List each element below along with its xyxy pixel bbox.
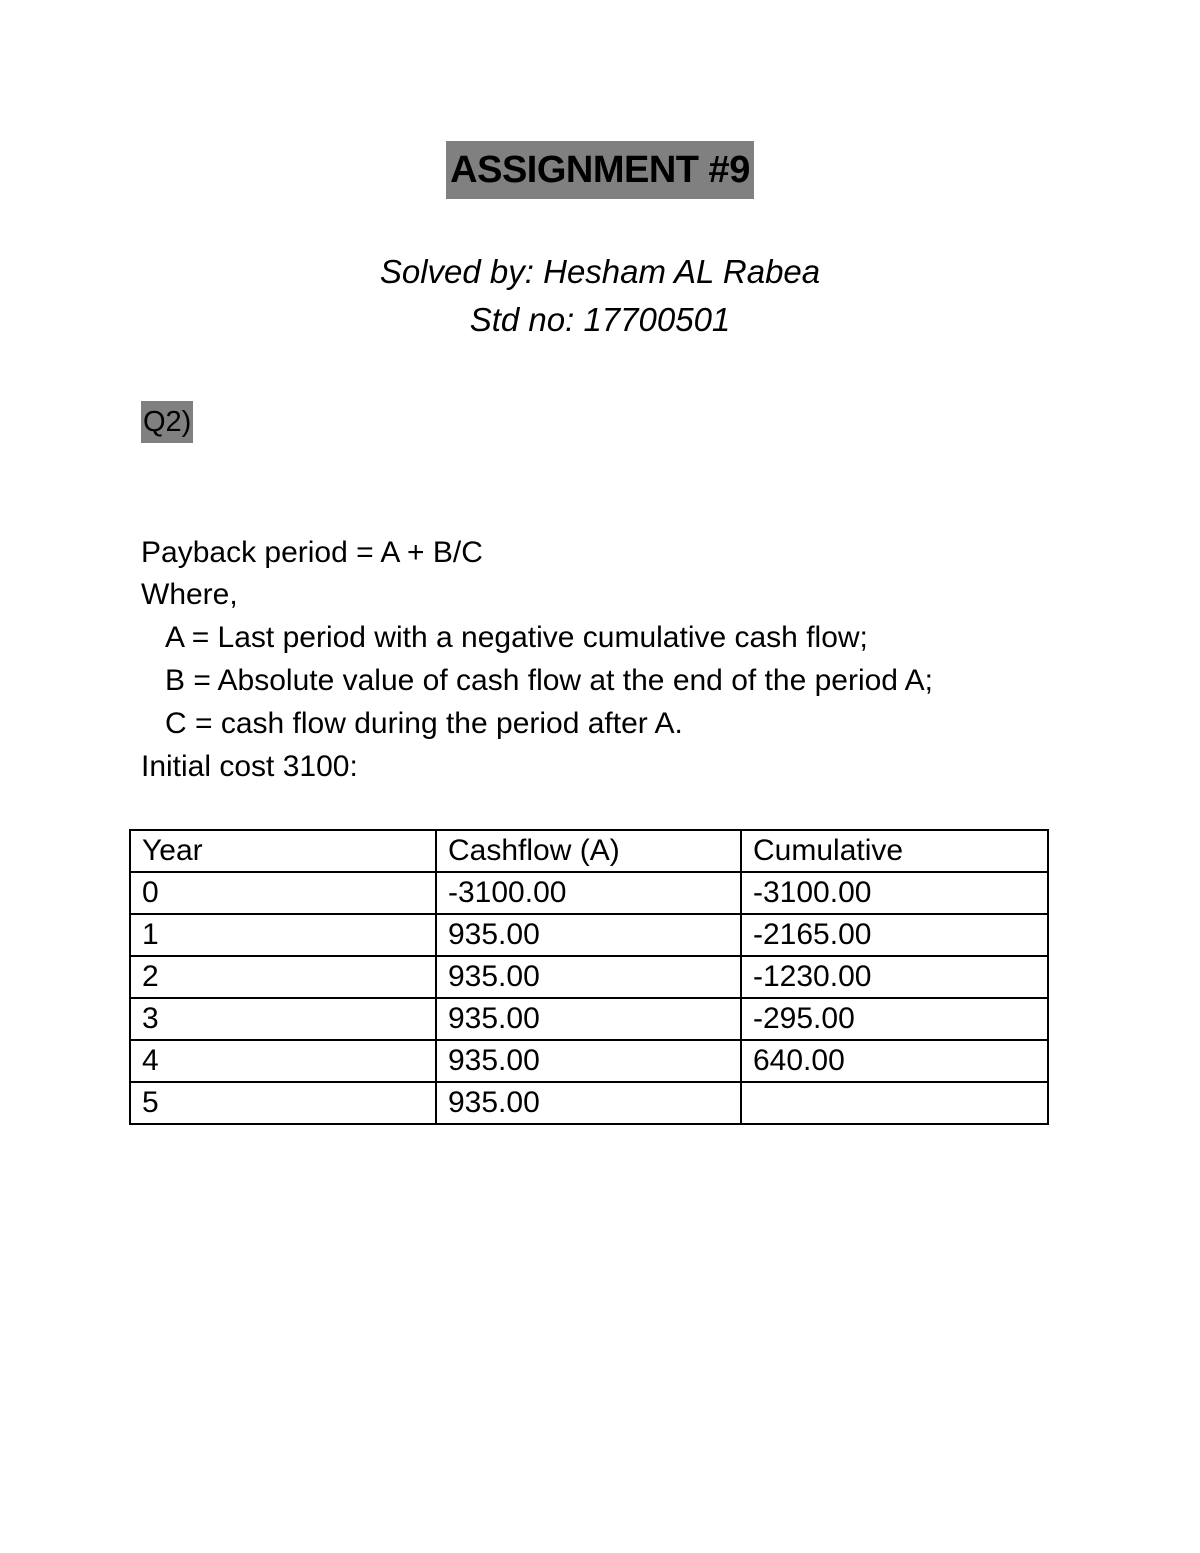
year-cell: 0 xyxy=(130,872,436,914)
initial-cost-line: Initial cost 3100: xyxy=(141,750,358,783)
table-row xyxy=(130,1082,1048,1124)
header-cell-cashflow: Cashflow (A) xyxy=(436,830,741,872)
cashflow-cell: 935.00 xyxy=(436,1040,741,1082)
cumulative-cell xyxy=(741,1082,1048,1124)
cumulative-cell: -1230.00 xyxy=(741,956,1048,998)
cumulative-cell: -295.00 xyxy=(741,998,1048,1040)
cashflow-cell: 935.00 xyxy=(436,956,741,998)
year-cell: 3 xyxy=(130,998,436,1040)
solved-by-line: Solved by: Hesham AL Rabea xyxy=(379,253,821,290)
year-cell: 4 xyxy=(130,1040,436,1082)
header-cell-cumulative: Cumulative xyxy=(741,830,1048,872)
table-row xyxy=(130,1040,1048,1082)
year-cell: 5 xyxy=(130,1082,436,1124)
title-container xyxy=(0,141,1200,199)
table-row xyxy=(130,872,1048,914)
cashflow-cell: 935.00 xyxy=(436,998,741,1040)
cumulative-cell: -2165.00 xyxy=(741,914,1048,956)
table-row xyxy=(130,914,1048,956)
cumulative-cell: 640.00 xyxy=(741,1040,1048,1082)
document-title: ASSIGNMENT #9 xyxy=(446,141,754,199)
question-label: Q2) xyxy=(141,401,193,443)
definition-c: C = cash flow during the period after A. xyxy=(165,707,683,740)
header-cell-year: Year xyxy=(130,830,436,872)
where-line: Where, xyxy=(141,578,238,611)
cashflow-cell: -3100.00 xyxy=(436,872,741,914)
cashflow-cell: 935.00 xyxy=(436,1082,741,1124)
year-cell: 1 xyxy=(130,914,436,956)
student-number-line: Std no: 17700501 xyxy=(469,301,731,338)
definition-b: B = Absolute value of cash flow at the end of the period A; xyxy=(165,664,934,697)
definition-a: A = Last period with a negative cumulative cash flow; xyxy=(165,621,868,654)
year-cell: 2 xyxy=(130,956,436,998)
table-row xyxy=(130,956,1048,998)
cashflow-cell: 935.00 xyxy=(436,914,741,956)
table-row xyxy=(130,998,1048,1040)
cumulative-cell: -3100.00 xyxy=(741,872,1048,914)
cashflow-table xyxy=(129,829,1049,1125)
table-header-row xyxy=(130,830,1048,872)
formula-line: Payback period = A + B/C xyxy=(141,536,483,569)
